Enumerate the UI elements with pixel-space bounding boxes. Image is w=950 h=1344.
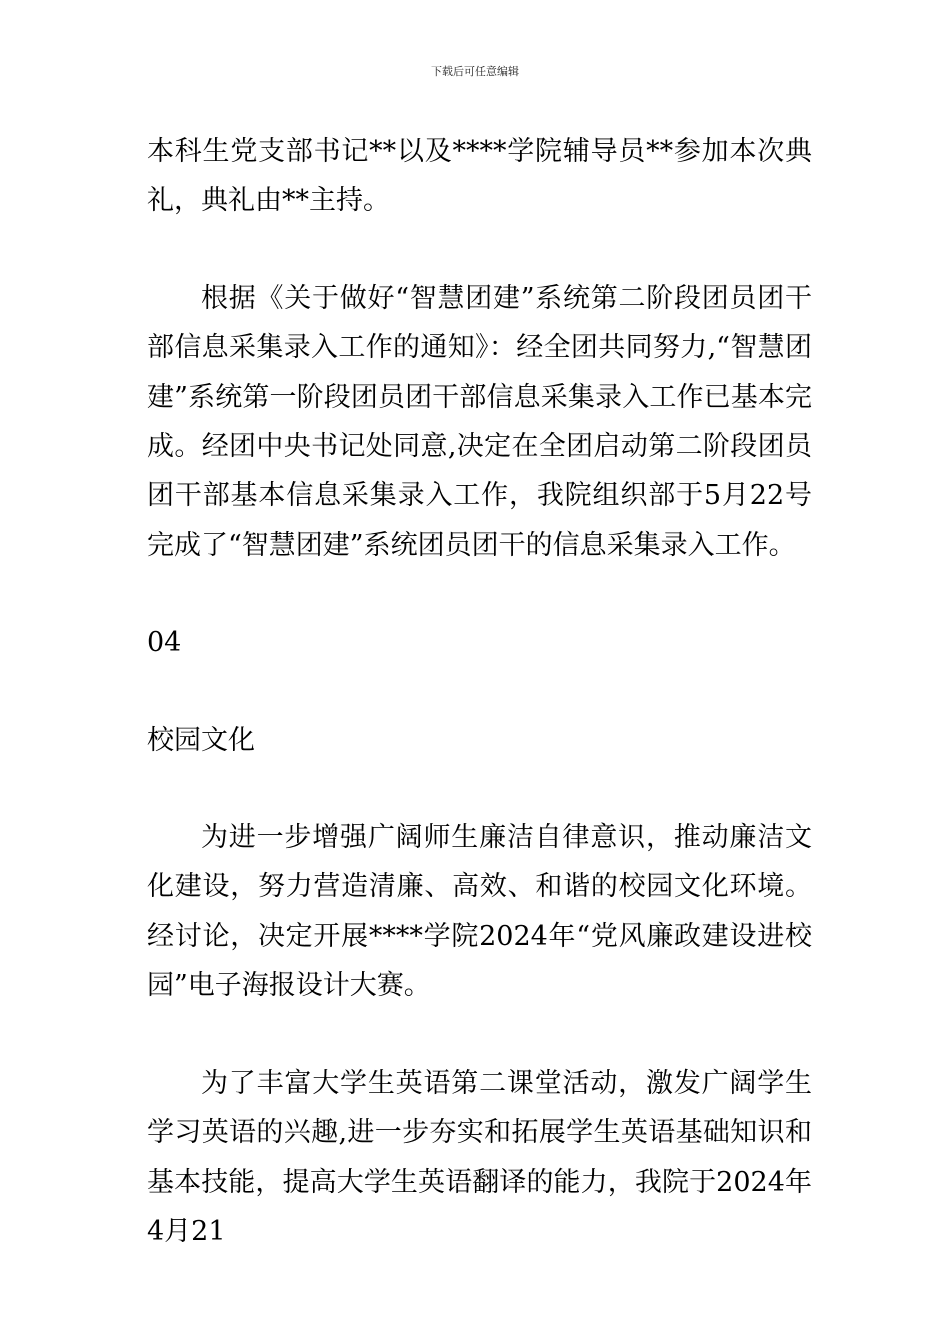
- paragraph-ceremony: 本科生党支部书记**以及****学院辅导员**参加本次典礼，典礼由**主持。: [147, 136, 812, 217]
- paragraph-poster-contest: 为进一步增强广阔师生廉洁自律意识，推动廉洁文化建设，努力营造清廉、高效、和谐的校园文化环境。经讨论，决定开展****学院2024年“党风廉政建设进校园”电子海报设计大赛。: [147, 822, 812, 1002]
- paragraph-english-activity: 为了丰富大学生英语第二课堂活动，激发广阔学生学习英语的兴趣,进一步夯实和拓展学生英语基础知识和基本技能，提高大学生英语翻译的能力，我院于2024年4月21: [147, 1067, 812, 1247]
- document-body: [147, 127, 812, 1256]
- page-header: 下载后可任意编辑: [431, 65, 519, 78]
- paragraph-smart-league: 根据《关于做好“智慧团建”系统第二阶段团员团干部信息采集录入工作的通知》：经全团共同努力,“智慧团建”系统第一阶段团员团干部信息采集录入工作已基本完成。经团中央书记处同意,决定在全团启动第二阶段团员团干部基本信息采集录入工作，我院组织部于5月22号完成了“智慧团建”系统团员团干的信息采集录入工作。: [147, 282, 812, 561]
- section-title: 校园文化: [147, 724, 255, 756]
- section-number: 04: [147, 627, 182, 659]
